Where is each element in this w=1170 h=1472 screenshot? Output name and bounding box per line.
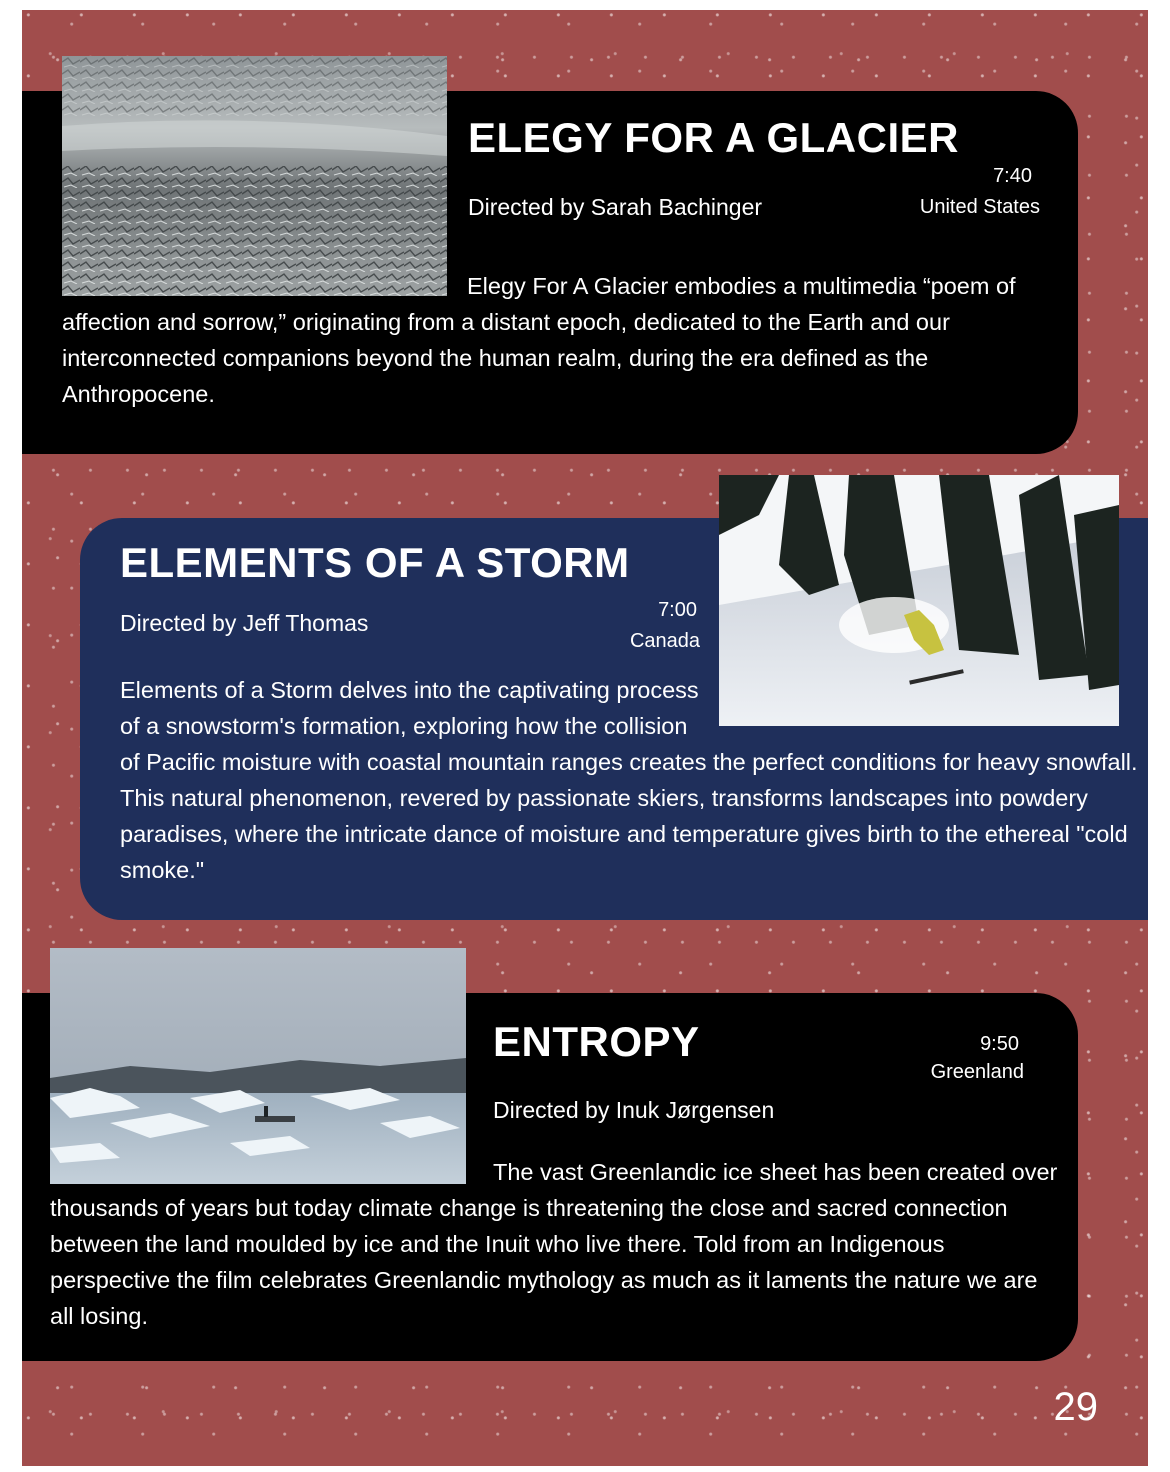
film-country: Greenland <box>930 1061 1024 1083</box>
film-runtime: 7:00 <box>658 599 697 621</box>
film-director: Directed by Sarah Bachinger <box>468 194 763 220</box>
film-runtime: 9:50 <box>980 1033 1019 1055</box>
page <box>22 10 1148 1466</box>
glacier-photo <box>62 56 447 296</box>
film-meta <box>931 1030 1024 1086</box>
film-meta <box>630 595 700 657</box>
film-director: Directed by Jeff Thomas <box>120 610 369 636</box>
film-title: ELEGY FOR A GLACIER <box>468 114 959 161</box>
film-country: United States <box>919 196 1040 218</box>
film-title: ELEMENTS OF A STORM <box>120 539 630 586</box>
film-description: Elements of a Storm delves into the captivating process of a snowstorm's formation, exploring how the collision of Pacific moisture with coastal mountain ranges creates the perfect conditions for heavy snowfall. This natural phenomenon, revered by passionate skiers, transforms landscapes into powdery paradises, where the intricate dance of moisture and temperature gives birth to the ethereal "cold smoke." <box>120 677 1138 883</box>
film-description: The vast Greenlandic ice sheet has been created over thousands of years but today climate change is threatening the close and sacred connection between the land moulded by ice and the Inuit who live there. Told from an Indigenous perspective the film celebrates Greenlandic mythology as much as it laments the nature we are all losing. <box>50 1159 1058 1329</box>
film-description: Elegy For A Glacier embodies a multimedia “poem of affection and sorrow,” originating from a distant epoch, dedicated to the Earth and our interconnected companions beyond the human realm, during the era defined as the Anthropocene. <box>62 273 1016 407</box>
page-number: 29 <box>1053 1385 1098 1429</box>
film-director: Directed by Inuk Jørgensen <box>493 1097 775 1123</box>
film-title: ENTROPY <box>493 1018 700 1065</box>
film-country: Canada <box>629 630 700 652</box>
film-meta <box>920 161 1040 223</box>
film-runtime: 7:40 <box>993 165 1032 187</box>
icebergs-photo <box>50 948 466 1184</box>
